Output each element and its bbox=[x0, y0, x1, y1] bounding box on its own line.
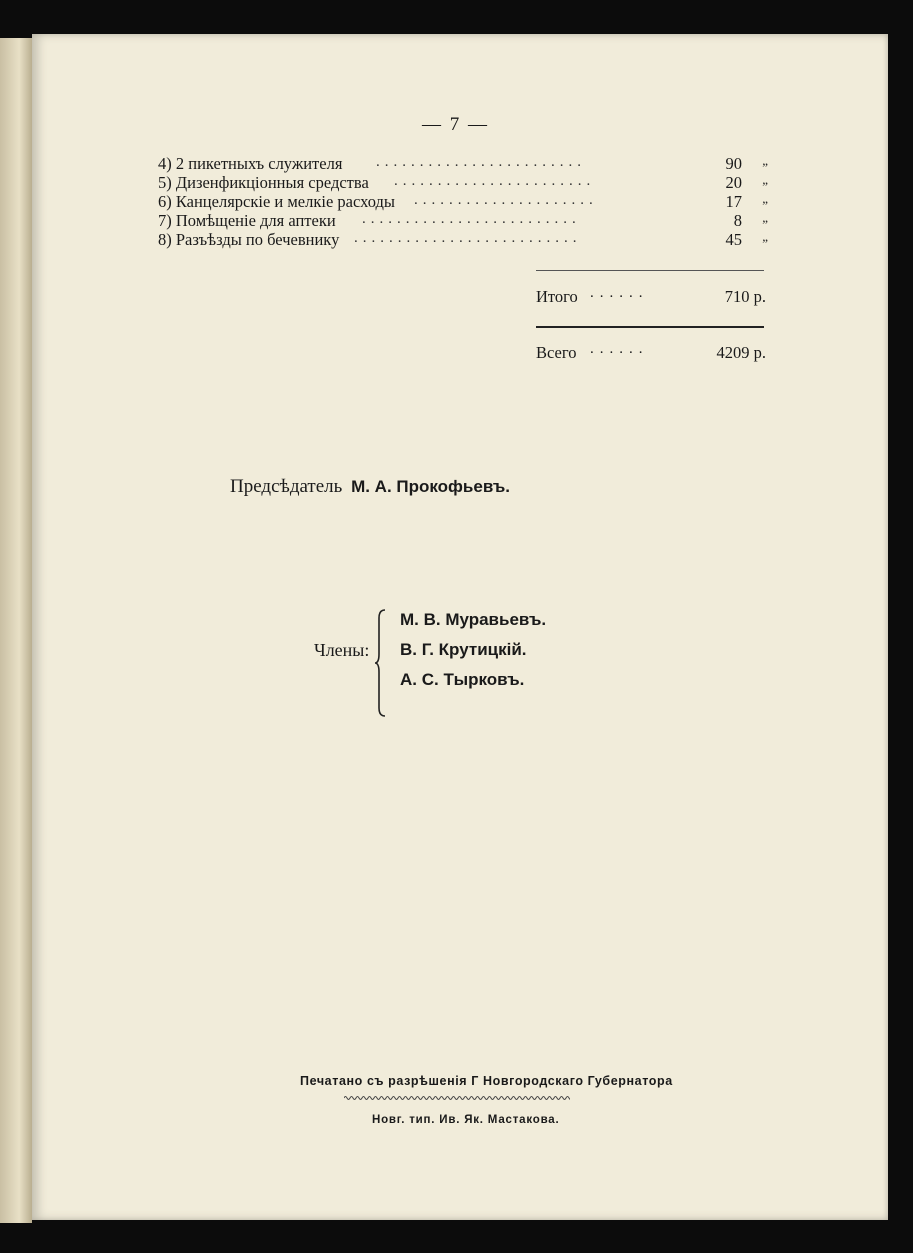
total-row bbox=[536, 343, 766, 365]
printer-line: Новг. тип. Ив. Як. Мастакова. bbox=[372, 1114, 560, 1126]
ditto-mark: „ bbox=[762, 153, 768, 168]
expense-amount: 45 bbox=[725, 230, 742, 249]
members-brace bbox=[375, 608, 387, 718]
leader-dots: .......................... bbox=[354, 230, 582, 246]
expense-amount: 20 bbox=[725, 173, 742, 192]
chairman-name: М. А. Прокофьевъ. bbox=[351, 477, 510, 496]
leader-dots: ....................... bbox=[394, 173, 596, 189]
subtotal-leader-dots: ...... bbox=[590, 285, 649, 301]
ditto-mark: „ bbox=[762, 229, 768, 244]
page-number: — 7 — bbox=[422, 114, 489, 135]
leader-dots: ........................ bbox=[376, 154, 586, 170]
expense-label: 6) Канцелярскіе и мелкіе расходы bbox=[158, 192, 395, 211]
ditto-mark: „ bbox=[762, 172, 768, 187]
document-page bbox=[32, 34, 888, 1220]
leader-dots: ......................... bbox=[362, 211, 581, 227]
expense-label: 5) Дизенфикціонныя средства bbox=[158, 173, 369, 192]
ditto-mark: „ bbox=[762, 210, 768, 225]
member-name: А. С. Тырковъ. bbox=[400, 670, 525, 689]
ditto-mark: „ bbox=[762, 191, 768, 206]
expense-label: 8) Разъѣзды по бечевнику bbox=[158, 230, 340, 249]
expense-amount: 90 bbox=[725, 154, 742, 173]
expense-label: 4) 2 пикетныхъ служителя bbox=[158, 154, 343, 173]
total-rule bbox=[536, 326, 764, 328]
subtotal-label: Итого bbox=[536, 287, 578, 306]
wavy-divider bbox=[344, 1094, 570, 1102]
imprimatur-line: Печатано съ разрѣшенія Г Новгородскаго Губернатора bbox=[300, 1074, 673, 1088]
members-label: Члены: bbox=[314, 640, 370, 660]
subtotal-row bbox=[536, 287, 766, 309]
expense-amount: 17 bbox=[725, 192, 742, 211]
facing-page-edge bbox=[0, 38, 32, 1223]
subtotal-value: 710 р. bbox=[724, 287, 766, 306]
subtotal-rule bbox=[536, 270, 764, 271]
total-leader-dots: ...... bbox=[590, 341, 649, 357]
total-label: Всего bbox=[536, 343, 577, 362]
expense-row bbox=[158, 230, 768, 250]
member-name: В. Г. Крутицкій. bbox=[400, 640, 527, 659]
total-value: 4209 р. bbox=[716, 343, 766, 362]
member-name: М. В. Муравьевъ. bbox=[400, 610, 547, 629]
expense-label: 7) Помѣщеніе для аптеки bbox=[158, 211, 336, 230]
expense-amount: 8 bbox=[733, 211, 742, 230]
chairman-line bbox=[230, 476, 510, 498]
leader-dots: ..................... bbox=[414, 192, 598, 208]
chairman-title: Предсѣдатель bbox=[230, 476, 343, 497]
